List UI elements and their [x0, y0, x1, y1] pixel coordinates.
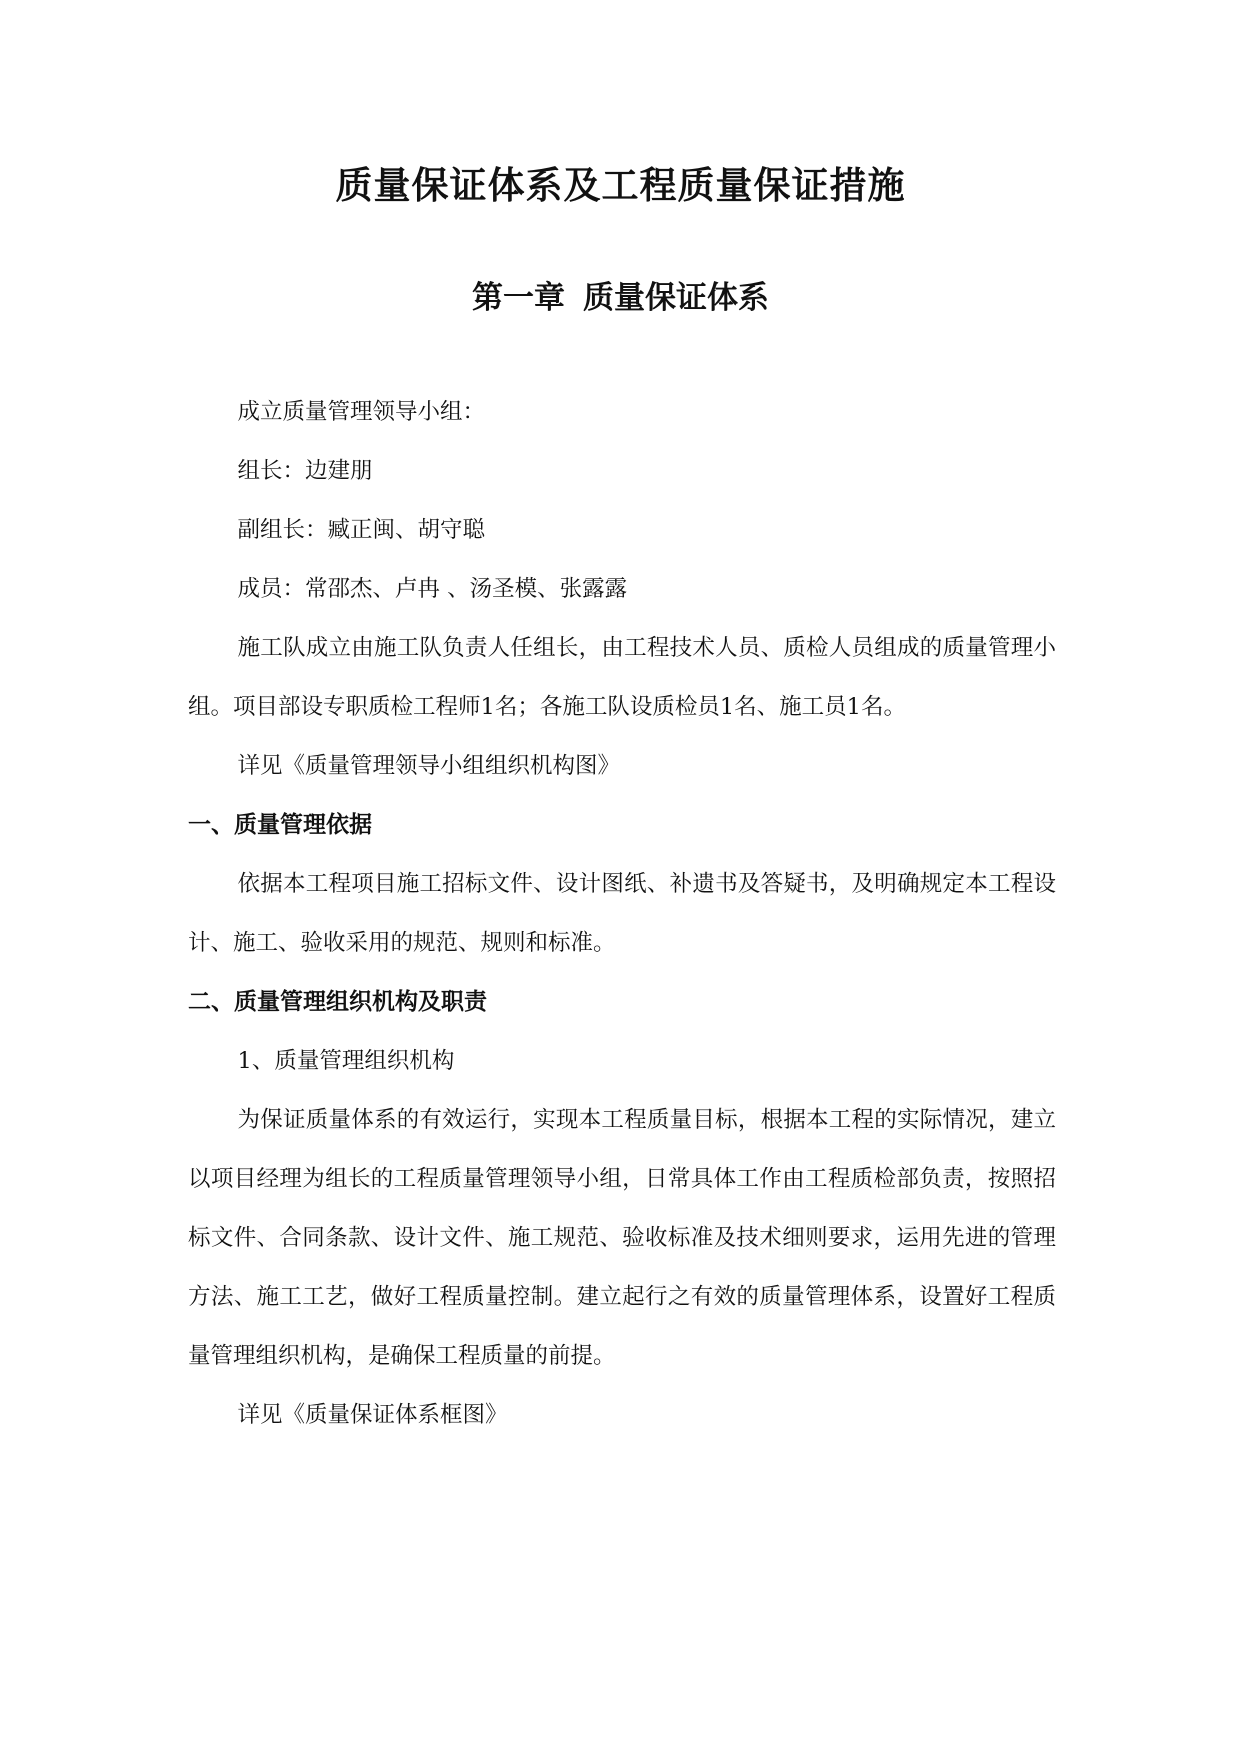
document-title: 质量保证体系及工程质量保证措施 — [335, 163, 906, 207]
section-1-heading: 一、质量管理依据 — [188, 812, 372, 838]
chapter-title — [0, 276, 1241, 320]
leadership-intro: 成立质量管理领导小组： — [237, 399, 486, 425]
section-1-paragraph: 依据本工程项目施工招标文件、设计图纸、补遗书及答疑书，及明确规定本工程设计、施工、验收采用的规范、规则和标准。 — [188, 871, 1056, 956]
section-2-subheading: 1、质量管理组织机构 — [237, 1048, 455, 1074]
group-leader: 组长：边建朋 — [237, 458, 373, 484]
document-body — [188, 383, 1056, 1445]
org-chart-reference: 详见《质量管理领导小组组织机构图》 — [237, 753, 621, 779]
team-setup-paragraph: 施工队成立由施工队负责人任组长，由工程技术人员、质检人员组成的质量管理小组。项目部设专职质检工程师1名；各施工队设质检员1名、施工员1名。 — [188, 635, 1056, 720]
group-members: 成员：常邵杰、卢冉 、汤圣模、张露露 — [237, 576, 628, 602]
section-2-heading: 二、质量管理组织机构及职责 — [188, 989, 487, 1015]
deputy-leaders: 副组长：臧正闽、胡守聪 — [237, 517, 486, 543]
chapter-number: 第一章 — [472, 280, 565, 316]
chapter-name: 质量保证体系 — [583, 280, 769, 316]
section-2-paragraph: 为保证质量体系的有效运行，实现本工程质量目标，根据本工程的实际情况，建立以项目经理为组长的工程质量管理领导小组，日常具体工作由工程质检部负责，按照招标文件、合同条款、设计文件、施工规范、验收标准及技术细则要求，运用先进的管理方法、施工工艺，做好工程质量控制。建立起行之有效的质量管理体系，设置好工程质量管理组织机构，是确保工程质量的前提。 — [188, 1107, 1056, 1369]
framework-chart-reference: 详见《质量保证体系框图》 — [237, 1402, 508, 1428]
